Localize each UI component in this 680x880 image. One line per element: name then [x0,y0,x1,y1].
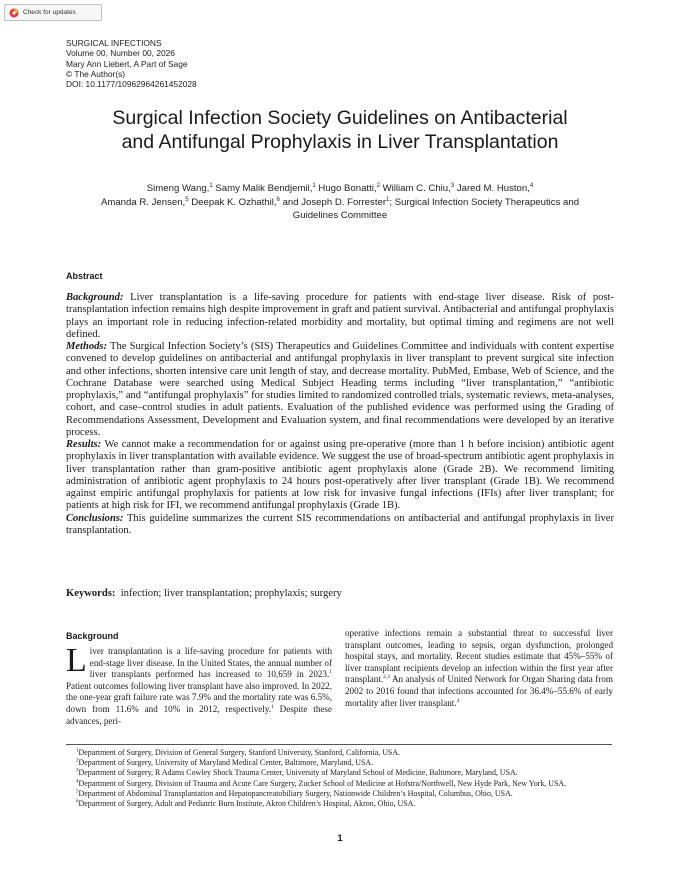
footnote: $^6$Department of Surgery, Adult and Pediatric Burn Institute, Akron Children’s Hospital, Akron, Ohio, USA. [76,799,416,809]
journal-copyright: © The Author(s) [66,68,126,79]
title-line-1: Surgical Infection Society Guidelines on Antibacterial [112,107,568,129]
author-list [80,182,600,223]
affiliation-footnotes [66,748,614,809]
journal-publisher: Mary Ann Liebert, A Part of Sage [66,58,188,69]
body-column-left: Liver transplantation is a life-saving procedure for patients with end-stage liver disease. In the United States, the annual number of liver transplants performed has increased to 10,659 in 2023.$^1$ Patient outcomes following liver transplant have also improved. In 2022, the one-year graft failure rate was 7.9% and the mortality rate was 6.5%, down from 11.6% and 10% in 2012, respectively.$^1$ Despite these advances, peri- [66,642,332,726]
citation[interactable]: 4 [456,697,460,704]
keywords [66,588,342,599]
footnote: $^1$Department of Surgery, Division of General Surgery, Stanford University, Stanford, California, USA. [76,748,401,757]
abstract-results: Results: We cannot make a recommendation for or against using pre-operative (more than 1 h before incision) antibiotic agent prophylaxis in liver transplantation with available evidence. We suggest the use of broad-spectrum antibiotic agent prophylaxis in liver transplantation rather than gram-positive antibiotic agent prophylaxis alone (Grade 2B). We recommend limiting administration of antibiotic agent prophylaxis to 24 hours post-operatively after liver transplant (Grade 1B). We recommend against empiric antifungal prophylaxis for patients at low risk for invasive fungal infections (IFIs) after liver transplant; for patients at high risk for IFI, we recommend antifungal prophylaxis (Grade 1B). [66,439,614,512]
footnote: $^3$Department of Surgery, R Adams Cowley Shock Trauma Center, University of Maryland School of Medicine, Baltimore, Maryland, USA. [76,768,518,778]
abstract-background: Background: Liver transplantation is a life-saving procedure for patients with end-stage liver disease. Risk of post-transplantation infection remains high despite improvement in graft and patient survival. Antibacterial and antifungal prophylaxis plays an important role in reducing infection-related morbidity and mortality, but optimal timing and regimens are not well defined. [66,292,614,340]
author: Samy Malik Bendjemil,$^1$ [215,182,316,194]
citation[interactable]: 1 [329,669,332,676]
title-line-2: and Antifungal Prophylaxis in Liver Transplantation [121,131,559,153]
abstract-conclusions: Conclusions: This guideline summarizes the current SIS recommendations on antibacterial and antifungal prophylaxis in liver transplantation. [66,512,614,536]
citation[interactable]: 2,3 [383,674,391,681]
abstract-body [66,292,614,537]
author: Amanda R. Jensen,$^5$ [100,196,189,208]
abstract-methods: Methods: The Surgical Infection Society’s (SIS) Therapeutics and Guidelines Committee and individuals with content expertise convened to develop guidelines on antibacterial and antifungal prophylaxis in liver transplant to prevent surgical site infection and other infections, shorten intensive care unit length of stay, and decrease mortality. PubMed, Embase, Web of Science, and the Cochrane Database were searched using Medical Subject Heading terms including “liver transplantation,” “antibiotic prophylaxis,” and “antifungal prophylaxis” for studies limited to randomized controlled trials, systematic reviews, meta-analyses, cohort, and case–control studies in adult patients. Evaluation of the published evidence was performed using the Grading of Recommendations Assessment, Development and Evaluation system, and final recommendations were developed by an iterative process. [66,341,614,438]
journal-doi[interactable]: DOI: 10.1177/10962964261452028 [66,79,197,90]
footnote: $^4$Department of Surgery, Division of Trauma and Acute Care Surgery, Zucker School of Medicine at Hofstra/Northwell, New Hyde Park, New York, USA. [76,778,567,788]
footnote-divider [66,744,612,745]
abstract-heading: Abstract [66,271,103,281]
keywords-text: infection; liver transplantation; prophylaxis; surgery [120,588,342,599]
author: Jared M. Huston,$^4$ [456,182,534,194]
check-updates-icon [9,8,19,18]
author: and Joseph D. Forrester$^1$ [282,196,390,208]
journal-info [66,38,197,89]
author-group: ; Surgical Infection Society Therapeutics and Guidelines Committee [292,196,580,221]
author: Simeng Wang,$^1$ [146,182,213,194]
drop-cap: L [66,642,87,679]
page-number: 1 [337,833,343,844]
author: Deepak K. Ozhathil,$^6$ [191,196,280,208]
citation[interactable]: 1 [271,703,274,710]
article-title [60,106,620,154]
check-updates-label: Check for updates [23,9,76,16]
keywords-label: Keywords: [66,588,116,599]
background-heading: Background [66,631,119,641]
author: William C. Chiu,$^3$ [382,182,455,194]
check-for-updates-badge[interactable] [4,4,102,21]
journal-volume: Volume 00, Number 00, 2026 [66,48,175,59]
footnote: $^2$Department of Surgery, University of Maryland Medical Center, Baltimore, Maryland, USA. [76,758,374,768]
journal-name: SURGICAL INFECTIONS [66,38,162,48]
footnote: $^5$Department of Abdominal Transplantation and Hepatopancreatobiliary Surgery, Nationwide Children’s Hospital, Columbus, Ohio, USA. [76,788,513,798]
author: Hugo Bonatti,$^2$ [318,182,380,194]
body-column-right: operative infections remain a substantial threat to successful liver transplant outcomes, leading to sepsis, organ dysfunction, prolonged hospital stays, and mortality. Recent studies estimate that 45%–55% of liver transplant recipients develop an infection within the first year after transplant.$^{2,3}$ An analysis of United Network for Organ Sharing data from 2002 to 2016 found that infections accounted for 36.4%–55.6% of early mortality after liver transplant.$^4$ [345,628,613,708]
